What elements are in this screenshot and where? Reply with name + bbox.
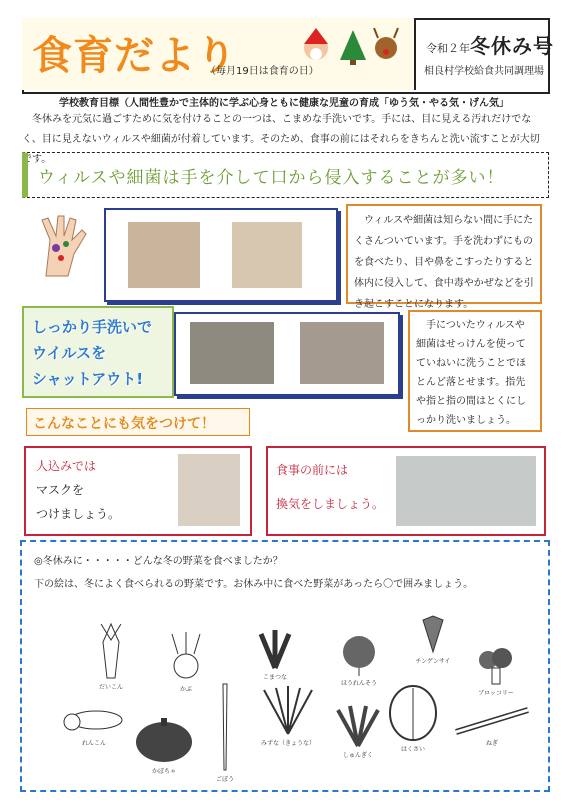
- vegetable-shungiku-label: しゅんぎく: [342, 752, 373, 759]
- vegetable-shungiku: [328, 704, 388, 759]
- vegetable-kabu-label: かぶ: [179, 686, 192, 693]
- era-year: 令和２年: [426, 42, 470, 55]
- headline-box: [22, 152, 549, 198]
- vegetable-spinach: [334, 632, 384, 687]
- vegetable-negi: [450, 706, 534, 747]
- vegetable-renkon: [62, 706, 126, 747]
- slogan-box: [22, 306, 174, 398]
- vegetable-renkon-label: れんこん: [81, 740, 106, 747]
- ventilation-photo: [396, 456, 536, 526]
- vegetable-mizuna: [256, 686, 320, 747]
- mask-box: [24, 446, 252, 536]
- caution-banner: [26, 408, 250, 436]
- handwash-photo-1: [190, 322, 274, 384]
- hand-illustration: [28, 210, 98, 282]
- child-photo-2: [232, 222, 302, 288]
- vegetable-daikon: [86, 622, 136, 691]
- child-photo-1: [128, 222, 200, 288]
- quiz-question: ◎冬休みに・・・・・どんな冬の野菜を食べましたか？: [34, 556, 283, 567]
- christmas-icons: [298, 26, 408, 66]
- organization: 相良村学校給食共同調理場: [424, 66, 544, 77]
- slogan-line-3: シャットアウト!: [32, 370, 144, 388]
- vegetable-kabocha-label: かぼちゃ: [151, 768, 176, 775]
- photo-frame-1: [104, 208, 338, 302]
- vegetable-komatsuna: [250, 626, 300, 681]
- vegetable-hakusai-label: はくさい: [400, 746, 425, 753]
- info-box-2: [408, 310, 542, 432]
- info-text-2: 手についたウィルスや細菌はせっけんを使ってていねいに洗うことでほとんど落とせます。指先や指と指の間はとくにしっかり洗いましょう。: [416, 320, 526, 426]
- slogan-line-1: しっかり手洗いで: [32, 318, 153, 336]
- vegetable-mizuna-label: みずな（きょうな）: [260, 740, 315, 747]
- vent-line-1: 食事の前には: [276, 463, 349, 477]
- vegetable-kabu: [164, 632, 208, 693]
- vent-line-2: 換気をしましょう。: [276, 497, 385, 511]
- vegetable-negi-label: ねぎ: [485, 740, 498, 747]
- food-day-note: （毎月19日は食育の日）: [206, 66, 319, 77]
- vegetable-hakusai: [382, 684, 444, 753]
- newsletter-title: 食育だより: [32, 33, 237, 79]
- school-goal: 学校教育目標（人間性豊かで主体的に学ぶ心身ともに健康な児童の育成「ゆう気・やる気・げん気」: [59, 98, 509, 109]
- intro-paragraph: 冬休みを元気に過ごすために気を付けることの一つは、こまめな手洗いです。手には、目に見える汚れだけでなく、目に見えないウィルスや細菌が付着しています。そのため、食事の前にはそれらをきちんと洗い流すことが大切です。: [22, 114, 540, 165]
- headline-text: ウィルスや細菌は手を介して口から侵入することが多い！: [38, 168, 505, 188]
- vegetable-komatsuna-label: こまつな: [262, 674, 287, 681]
- mask-line-1: 人込みでは: [36, 459, 97, 473]
- quiz-direction: 下の絵は、冬によく食べられるの野菜です。お休み中に食べた野菜があったら〇で囲みましょう。: [34, 579, 474, 590]
- mask-photo: [178, 454, 240, 526]
- vegetable-broccoli-label: ブロッコリー: [478, 690, 514, 697]
- vegetable-spinach-label: ほうれんそう: [340, 680, 377, 687]
- vegetable-kabocha: [132, 718, 196, 775]
- vegetable-gobo-label: ごぼう: [215, 776, 234, 783]
- issue-name: 冬休み号: [470, 34, 554, 58]
- ventilation-box: [266, 446, 546, 536]
- handwash-photo-2: [300, 322, 384, 384]
- photo-frame-2: [174, 312, 400, 396]
- mask-line-2: マスクを: [36, 483, 85, 497]
- caution-text: こんなことにも気をつけて！: [33, 416, 215, 432]
- vegetable-broccoli: [468, 646, 524, 697]
- vegetable-gobo: [210, 682, 240, 783]
- vegetable-daikon-label: だいこん: [98, 684, 123, 691]
- mask-line-3: つけましょう。: [36, 507, 121, 521]
- info-text-1: ウィルスや細菌は知らない間に手にたくさんついています。手を洗わずにものを食べたり、目や鼻をこすったりすると体内に侵入して、食中毒やかぜなどを引き起こすことになります。: [354, 215, 534, 310]
- vegetable-chingensai: [406, 614, 460, 665]
- slogan-line-2: ウイルスを: [32, 344, 107, 362]
- info-box-1: [346, 204, 542, 310]
- vegetable-chingensai-label: チンゲンサイ: [415, 658, 451, 665]
